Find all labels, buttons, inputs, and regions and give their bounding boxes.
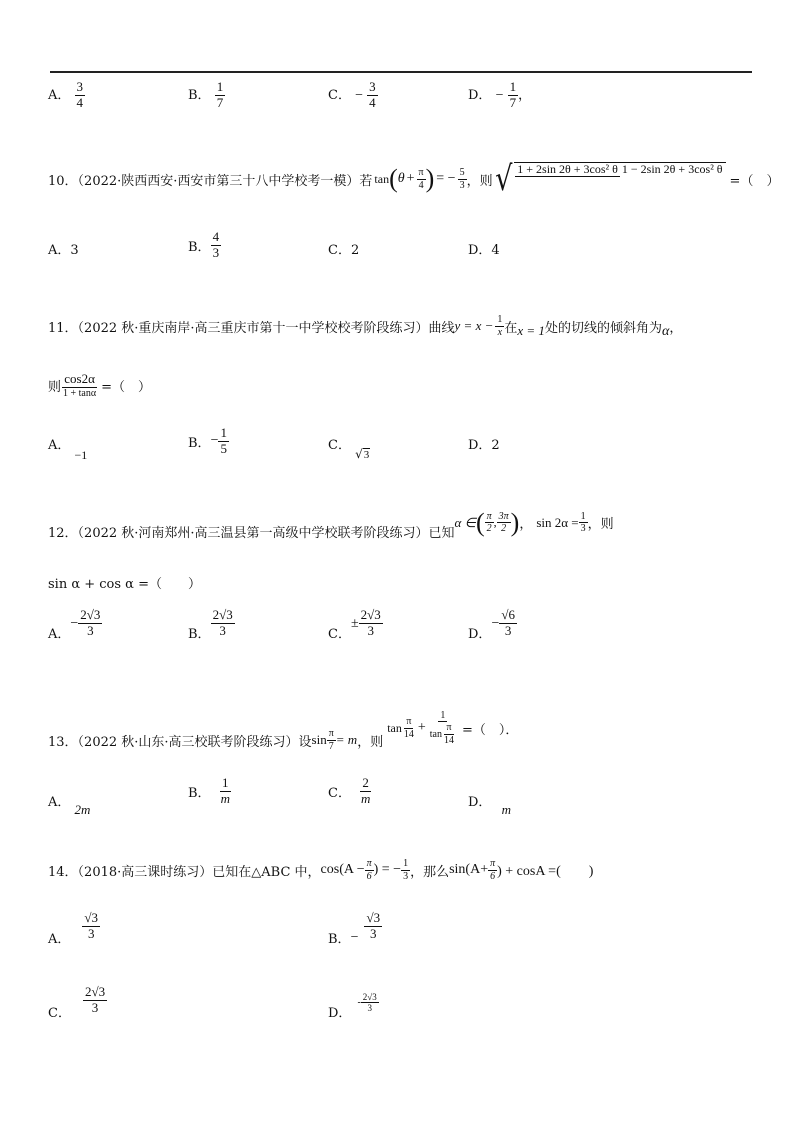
question-text: 14．（2018·高三课时练习）已知在△ABC 中， [48,864,321,880]
paren-open: ( [475,507,485,537]
q14-option-a [48,906,100,947]
fraction-denominator: 3 [367,623,374,638]
option-letter: B． [328,932,351,947]
fraction [365,858,374,882]
header-rule [50,71,752,73]
fraction [359,608,383,639]
fraction [508,80,519,111]
q14-stem [48,858,593,882]
fraction-numerator: √3 [366,910,381,926]
option-letter: C． [328,627,351,642]
tan-label: tan [387,720,402,735]
q14-option-b [328,906,382,947]
question-text: 12．（2022 秋·河南郑州·高三温县第一高级中学校联考阶段练习）已知 [48,526,455,541]
fraction-numerator: 3 [369,79,376,94]
fraction-denominator: 3 [370,926,377,941]
fraction [488,858,497,882]
fraction-denominator: 7 [509,94,517,110]
fraction-numerator: √3 [84,910,99,926]
cos-expression: cos(A − [320,862,365,877]
fraction-denominator: 4 [76,94,84,110]
option-letter: D． [468,627,492,642]
fraction-numerator: π [406,716,412,727]
answer-blank: ) + cosA =( ) [497,864,594,879]
q11-option-b [188,426,229,457]
fraction-denominator: 5 [220,440,227,456]
fraction [401,858,410,882]
fraction [497,511,511,535]
q9-option-d [468,80,531,111]
fraction-numerator: 2√3 [362,991,377,1002]
connector-text: 则 [48,380,62,396]
fraction-numerator: π [418,167,424,178]
connector-text: ，则 [357,734,384,750]
fraction-denominator: 1 + tanα [63,387,97,399]
option-letter: B． [188,239,211,255]
tan-label: tan [374,171,390,186]
option-letter: D． [468,87,492,103]
q11-option-d: D．2 [468,438,500,453]
fraction [485,511,494,535]
fraction-numerator: 2√3 [84,984,106,1000]
fraction-denominator: 3 [367,1003,372,1013]
option-letter: B． [188,435,211,451]
fraction-numerator: 1 [509,79,517,94]
fraction-denominator: 3 [219,623,226,638]
paren-close: ) [425,164,435,193]
fraction-denominator: 3 [504,623,512,638]
q12-option-b [188,605,235,642]
fraction [211,608,235,639]
fraction-denominator: m [360,790,371,806]
equals-negative: ) = − [373,862,402,877]
fraction [458,167,467,191]
answer-blank: =（ ）． [462,722,519,738]
fraction-numerator: π [328,728,334,739]
paren-close: ) [510,507,520,537]
connector-text: ，则 [466,173,493,189]
fraction-numerator: 1 [497,314,503,325]
q12-stem-line2: sin α + cos α =（ ） [48,577,201,592]
fraction-numerator: π [446,722,452,734]
fraction-denominator: 3 [91,1000,99,1015]
comma: ， [669,320,683,336]
answer-blank: =（ ） [729,173,780,189]
option-sign: − [355,87,363,103]
fraction-numerator: 3π [498,510,509,522]
q10-stem [48,159,780,199]
fraction [219,776,232,807]
question-text: 11．（2022 秋·重庆南岸·高三重庆市第十一中学校校考阶段练习）曲线 [48,320,455,336]
option-value: −1 [74,448,88,462]
option-tail: ， [518,87,532,103]
sqrt-expression [355,448,370,461]
connector-text: ，那么 [410,864,450,880]
option-sign: − [210,433,219,449]
option-letter: B． [188,785,211,801]
fraction [61,372,98,399]
fraction-denominator: 7 [216,94,224,110]
fraction-denominator: 1 − 2sin 2θ + 3cos² θ [621,162,723,176]
equals-negative: = − [436,171,456,186]
q10-option-d: D．4 [468,243,500,258]
q10-option-b [188,230,221,261]
alpha: α [661,324,670,339]
fraction [367,80,378,111]
fraction-denominator: m [220,790,230,806]
q10-option-c: C．2 [328,243,360,258]
tan-label: tan [429,728,442,740]
fraction-denominator [428,722,458,746]
option-letter: C． [328,438,351,453]
option-sign: ± [350,615,359,631]
radicand: 3 [363,449,370,461]
fraction [218,426,229,457]
option-sign: − [495,87,504,103]
fraction [215,80,226,111]
fraction-denominator: 14 [444,734,454,746]
connector-text: ，则 [587,517,614,532]
fraction [495,314,504,338]
fraction-numerator: 1 + 2sin 2θ + 3cos² θ [517,162,618,176]
q12-stem: 12．（2022 秋·河南郑州·高三温县第一高级中学校联考阶段练习）已知 α ∈ ( $\frac{\pi}{2}$ , $\frac{3\pi}{2}$ ) ， sin 2α = $\frac{1}{3}$ ，则 [48,507,614,541]
fraction-denominator: 3 [212,244,220,260]
fraction-numerator: 1 [580,510,586,522]
fraction-denominator: 3 [87,623,94,638]
radical-sign: √ [355,447,363,461]
answer-blank: =（ ） [101,380,152,396]
q10-option-a: A．3 [48,243,79,258]
radical-sign: √ [494,159,513,199]
option-letter: C． [48,1006,71,1021]
q9-option-b [188,80,225,111]
fraction-numerator: 1 [216,79,224,94]
fraction-numerator: 2√3 [212,607,233,623]
option-letter: A． [48,627,71,642]
option-letter: D． [468,795,492,810]
sin2a-expression: sin 2α = [536,514,579,530]
fraction-numerator: 2 [362,775,369,790]
tan-sum-expression [387,710,518,747]
option-letter: A． [48,795,71,810]
fraction [327,728,336,752]
option-letter: D． [328,1006,352,1021]
fraction-numerator: π [366,858,372,869]
fraction-numerator: 4 [212,229,220,244]
q13-option-b [188,776,232,807]
option-letter: B． [188,87,211,103]
q11-stem [48,312,682,340]
fraction [361,992,379,1014]
connector-text: 在 [504,320,518,336]
radical [493,159,726,199]
fraction-denominator: 7 [328,740,334,752]
sin-expression: sin(A+ [449,862,489,877]
fraction [359,776,372,807]
option-sign: − [491,615,500,631]
q12-option-a [48,605,102,642]
option-letter: A． [48,932,71,947]
option-value: 2m [74,802,91,817]
fraction-denominator: 3 [403,870,409,882]
fraction-numerator: cos2α [64,371,95,386]
q13-option-a [48,791,91,817]
theta: θ [397,171,405,186]
connector-text: 处的切线的倾斜角为 [544,320,662,336]
fraction-numerator: 1 [220,425,227,440]
fraction-numerator: π [490,858,496,869]
fraction [82,911,100,942]
fraction-denominator: 4 [418,179,424,191]
fraction [211,230,222,261]
fraction-denominator: 2 [486,523,492,534]
fraction [442,722,456,746]
option-letter: A． [48,87,71,103]
fraction [83,985,107,1016]
option-letter: A． [48,438,71,453]
q11-option-c [328,434,370,461]
option-letter: C． [328,87,351,103]
q12-option-d [468,605,517,642]
fraction [579,511,588,535]
question-text: 10．（2022·陕西西安·西安市第三十八中学校考一模）若 [48,173,373,189]
fraction [402,716,416,740]
option-letter: B． [188,627,211,642]
fraction-denominator: 3 [87,926,95,941]
option-sign: - [357,997,361,1008]
q9-option-a [48,80,85,111]
plus: + [417,720,426,735]
fraction-denominator: 2 [501,523,507,534]
paren-open: ( [389,164,398,193]
sin-label: sin [311,732,327,747]
fraction [514,162,725,196]
alpha-in: α ∈ [454,514,476,530]
fraction-numerator: 5 [459,167,465,178]
fraction-denominator: 3 [459,179,465,191]
fraction [417,167,426,191]
plus: + [406,171,415,186]
fraction-denominator: 6 [366,870,372,882]
q11-option-a [48,434,88,462]
q13-stem [48,704,518,752]
q13-option-d [468,791,511,817]
fraction-denominator: x [497,326,503,338]
option-sign: − [350,929,359,945]
q14-option-c [48,980,107,1021]
fraction-denominator: 3 [580,523,586,534]
comma: ， [519,517,533,532]
fraction-numerator: π [486,510,492,522]
fraction [78,608,102,639]
fraction-numerator: 1 [403,858,409,869]
q14-option-d [328,984,379,1021]
fraction [75,80,86,111]
fraction-numerator: 2√3 [80,607,101,623]
option-value: m [501,802,511,817]
fraction-numerator: 1 [440,709,446,721]
fraction-numerator: 1 [222,775,229,790]
question-text: 13．（2022 秋·山东·高三校联考阶段练习）设 [48,734,312,750]
q11-stem-line2 [48,372,151,399]
fraction-numerator: √6 [501,607,515,623]
q9-option-c [328,80,378,111]
fraction-numerator: 2√3 [360,607,381,623]
fraction-denominator: 6 [490,870,496,882]
q12-option-c [328,605,383,642]
equals-m: = m [335,732,358,747]
fraction [428,710,458,747]
fraction [364,911,382,942]
q13-option-c [328,776,372,807]
fraction-numerator: 3 [76,79,84,94]
option-sign: − [70,615,79,631]
fraction-denominator: 14 [403,728,414,740]
fraction-denominator: 4 [369,94,376,110]
option-letter: C． [328,785,351,801]
x-equals: x = 1 [517,323,545,338]
curve-expression: y = x − [454,318,494,333]
fraction [499,608,517,639]
